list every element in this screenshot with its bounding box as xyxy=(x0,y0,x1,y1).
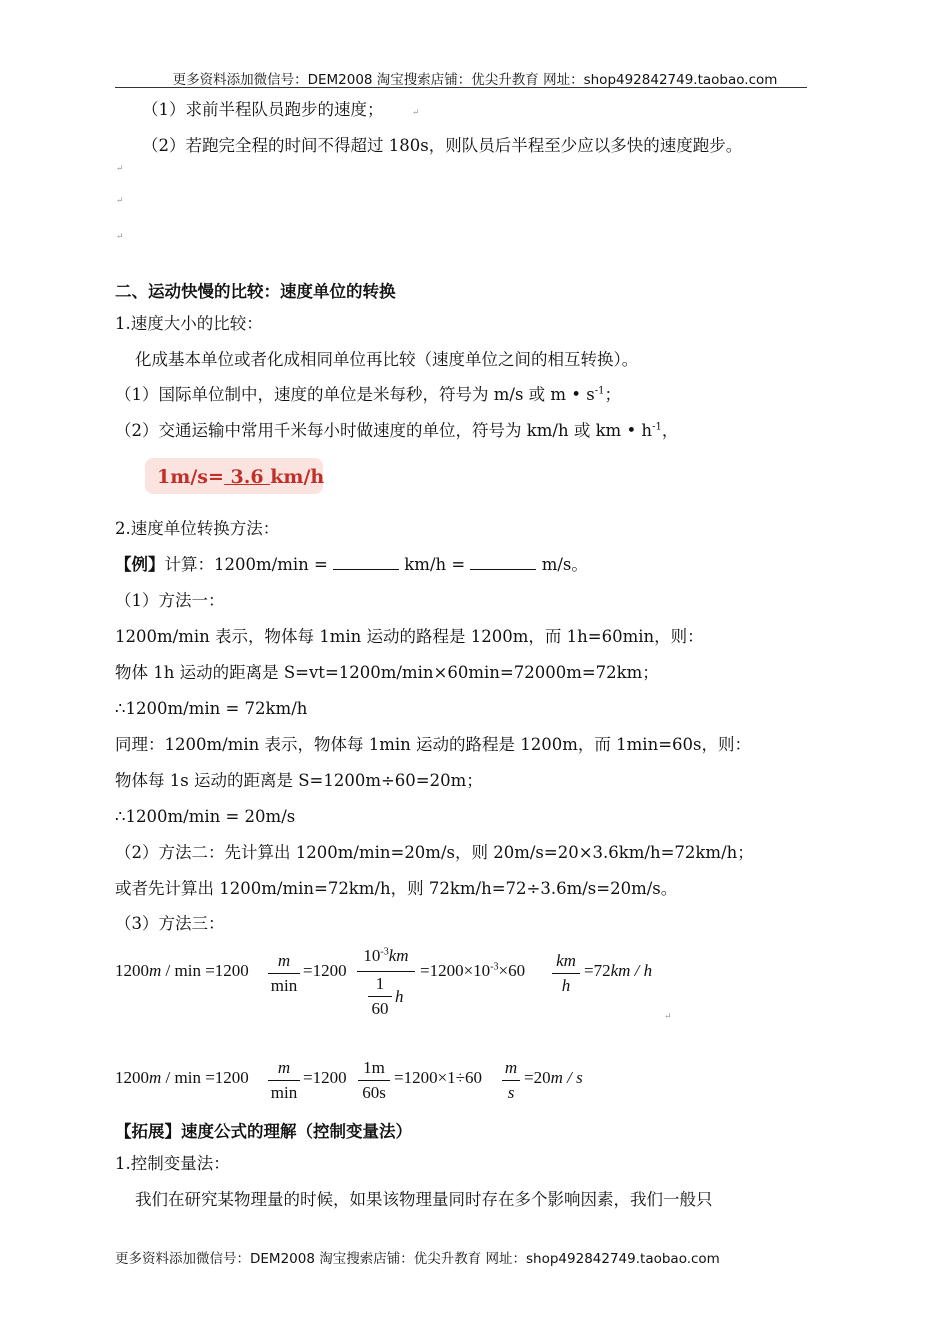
formula1-eq2: =1200 xyxy=(303,961,347,980)
formula2-lhs-unit: m xyxy=(149,1068,162,1087)
fraction-denominator: 60s xyxy=(362,1083,386,1102)
answer-blank-kmh xyxy=(333,555,399,570)
formula2-fraction-1 xyxy=(268,1058,300,1103)
fraction-numerator: 1m xyxy=(363,1058,385,1077)
section-title: 二、运动快慢的比较：速度单位的转换 xyxy=(115,282,396,301)
fraction-denominator: s xyxy=(507,1083,515,1102)
fraction-numerator: m xyxy=(277,1058,291,1077)
fraction-numerator: m xyxy=(277,951,291,970)
formula2-eq3: =1200×1÷60 xyxy=(394,1068,483,1087)
fraction-bar xyxy=(358,1080,390,1081)
fraction-bar xyxy=(268,1080,300,1081)
highlight-formula xyxy=(157,466,324,488)
si-unit-text: （1）国际单位制中，速度的单位是米每秒，符号为 m/s 或 m • s xyxy=(115,385,595,404)
si-unit-line xyxy=(115,385,621,405)
method1-line-2: 物体 1h 运动的距离是 S=vt=1200m/min×60min=72000m=72km； xyxy=(115,663,659,682)
traffic-unit-line xyxy=(115,421,678,441)
fraction-numerator-base: 10 xyxy=(363,946,381,965)
formula1-lhs-rest: / min =1200 xyxy=(161,961,249,980)
paragraph-mark: ↵ xyxy=(116,196,124,206)
formula2-lhs-number: 1200 xyxy=(115,1068,149,1087)
fraction-denominator: min xyxy=(270,1083,298,1102)
fraction-bar xyxy=(268,973,300,974)
formula1-result-unit: km / h xyxy=(610,961,653,980)
paragraph-mark: ↵ xyxy=(116,232,124,242)
speed-compare-intro: 化成基本单位或者化成相同单位再比较（速度单位之间的相互转换）。 xyxy=(135,350,639,369)
formula2-result-unit: m / s xyxy=(550,1068,583,1087)
formula1-fraction-2-bar xyxy=(357,971,415,972)
method1-line-3: ∴1200m/min = 72km/h xyxy=(115,699,308,718)
example-suffix: m/s。 xyxy=(536,555,588,574)
formula1-fraction-2-numerator xyxy=(357,946,415,966)
header-rule xyxy=(115,87,807,88)
formula2-eq2: =1200 xyxy=(303,1068,347,1087)
formula2-result-number: =20 xyxy=(524,1068,551,1087)
expand-title: 【拓展】速度公式的理解（控制变量法） xyxy=(115,1122,412,1141)
fraction-numerator-unit: km xyxy=(388,946,409,965)
formula1-eq3-sup: -3 xyxy=(490,961,499,973)
traffic-unit-end: ， xyxy=(661,421,679,440)
highlight-prefix: 1m/s= xyxy=(157,466,224,488)
conversion-title: 2.速度单位转换方法： xyxy=(115,519,280,538)
method2-line-2: 或者先计算出 1200m/min=72km/h，则 72km/h=72÷3.6m/s=20m/s。 xyxy=(115,879,678,898)
formula1-eq3-text: =1200×10 xyxy=(420,961,491,980)
traffic-unit-sup: -1 xyxy=(652,421,662,433)
method1-line-6: ∴1200m/min = 20m/s xyxy=(115,807,296,826)
formula1-eq3 xyxy=(420,961,525,981)
answer-blank-ms xyxy=(470,555,536,570)
formula1-lhs-number: 1200 xyxy=(115,961,149,980)
formula1-lhs-unit: m xyxy=(149,961,162,980)
question-2: （2）若跑完全程的时间不得超过 180s，则队员后半程至少应以多快的速度跑步。 xyxy=(142,136,743,155)
fraction-numerator: km xyxy=(556,951,576,970)
method2-line-1: （2）方法二：先计算出 1200m/min=20m/s，则 20m/s=20×3.6km/h=72km/h； xyxy=(115,843,754,862)
page-header: 更多资料添加微信号：DEM2008 淘宝搜索店铺：优尖升教育 网址：shop492842749.taobao.com xyxy=(172,72,778,88)
method1-line-5: 物体每 1s 运动的距离是 S=1200m÷60=20m； xyxy=(115,771,483,790)
highlight-value: 3.6 xyxy=(223,466,271,488)
fraction-numerator-sup: -3 xyxy=(380,946,389,958)
formula2-fraction-3 xyxy=(502,1058,520,1103)
question-1: （1）求前半程队员跑步的速度； xyxy=(142,100,384,119)
fraction-numerator: m xyxy=(504,1058,518,1077)
si-unit-sup: -1 xyxy=(594,385,605,397)
formula1-eq3-rest: ×60 xyxy=(498,961,526,980)
fraction-denominator: min xyxy=(270,976,298,995)
formula1-result xyxy=(584,961,652,981)
paragraph-mark: ↵ xyxy=(116,164,124,174)
formula2-lhs xyxy=(115,1068,249,1088)
inner-fraction-bar xyxy=(368,996,392,997)
formula1-result-number: =72 xyxy=(584,961,611,980)
highlight-suffix: km/h xyxy=(270,466,325,488)
speed-compare-title: 1.速度大小的比较： xyxy=(115,314,263,333)
method1-line-1: 1200m/min 表示，物体每 1min 运动的路程是 1200m，而 1h=60min，则： xyxy=(115,627,704,646)
page-footer: 更多资料添加微信号：DEM2008 淘宝搜索店铺：优尖升教育 网址：shop492842749.taobao.com xyxy=(115,1251,720,1267)
fraction-bar xyxy=(552,973,580,974)
formula2-result xyxy=(524,1068,583,1088)
formula1-fraction-3 xyxy=(552,951,580,996)
formula1-inner-unit: h xyxy=(395,987,404,1006)
fraction-bar xyxy=(502,1080,520,1081)
formula1-fraction-1 xyxy=(268,951,300,996)
formula2-lhs-rest: / min =1200 xyxy=(161,1068,249,1087)
formula1-lhs xyxy=(115,961,249,981)
formula2-fraction-2 xyxy=(358,1058,390,1103)
example-mid: km/h = xyxy=(399,555,471,574)
method3-title: （3）方法三： xyxy=(115,914,225,933)
example-prefix: 计算：1200m/min = xyxy=(164,555,334,574)
si-unit-end: ； xyxy=(604,385,621,404)
fraction-denominator: h xyxy=(561,976,571,995)
paragraph-mark: ↵ xyxy=(412,108,420,118)
example-line xyxy=(115,555,588,575)
expand-subtitle: 1.控制变量法： xyxy=(115,1154,230,1173)
formula1-inner-fraction xyxy=(368,974,392,1019)
expand-paragraph: 我们在研究某物理量的时候，如果该物理量同时存在多个影响因素，我们一般只 xyxy=(135,1190,713,1209)
inner-fraction-numerator: 1 xyxy=(375,974,385,993)
inner-fraction-denominator: 60 xyxy=(371,999,389,1018)
paragraph-mark: ↵ xyxy=(664,1012,672,1022)
traffic-unit-text: （2）交通运输中常用千米每小时做速度的单位，符号为 km/h 或 km • h xyxy=(115,421,653,440)
method1-line-4: 同理：1200m/min 表示，物体每 1min 运动的路程是 1200m，而 1min=60s，则： xyxy=(115,735,751,754)
method1-title: （1）方法一： xyxy=(115,591,225,610)
example-tag: 【例】 xyxy=(115,555,165,574)
